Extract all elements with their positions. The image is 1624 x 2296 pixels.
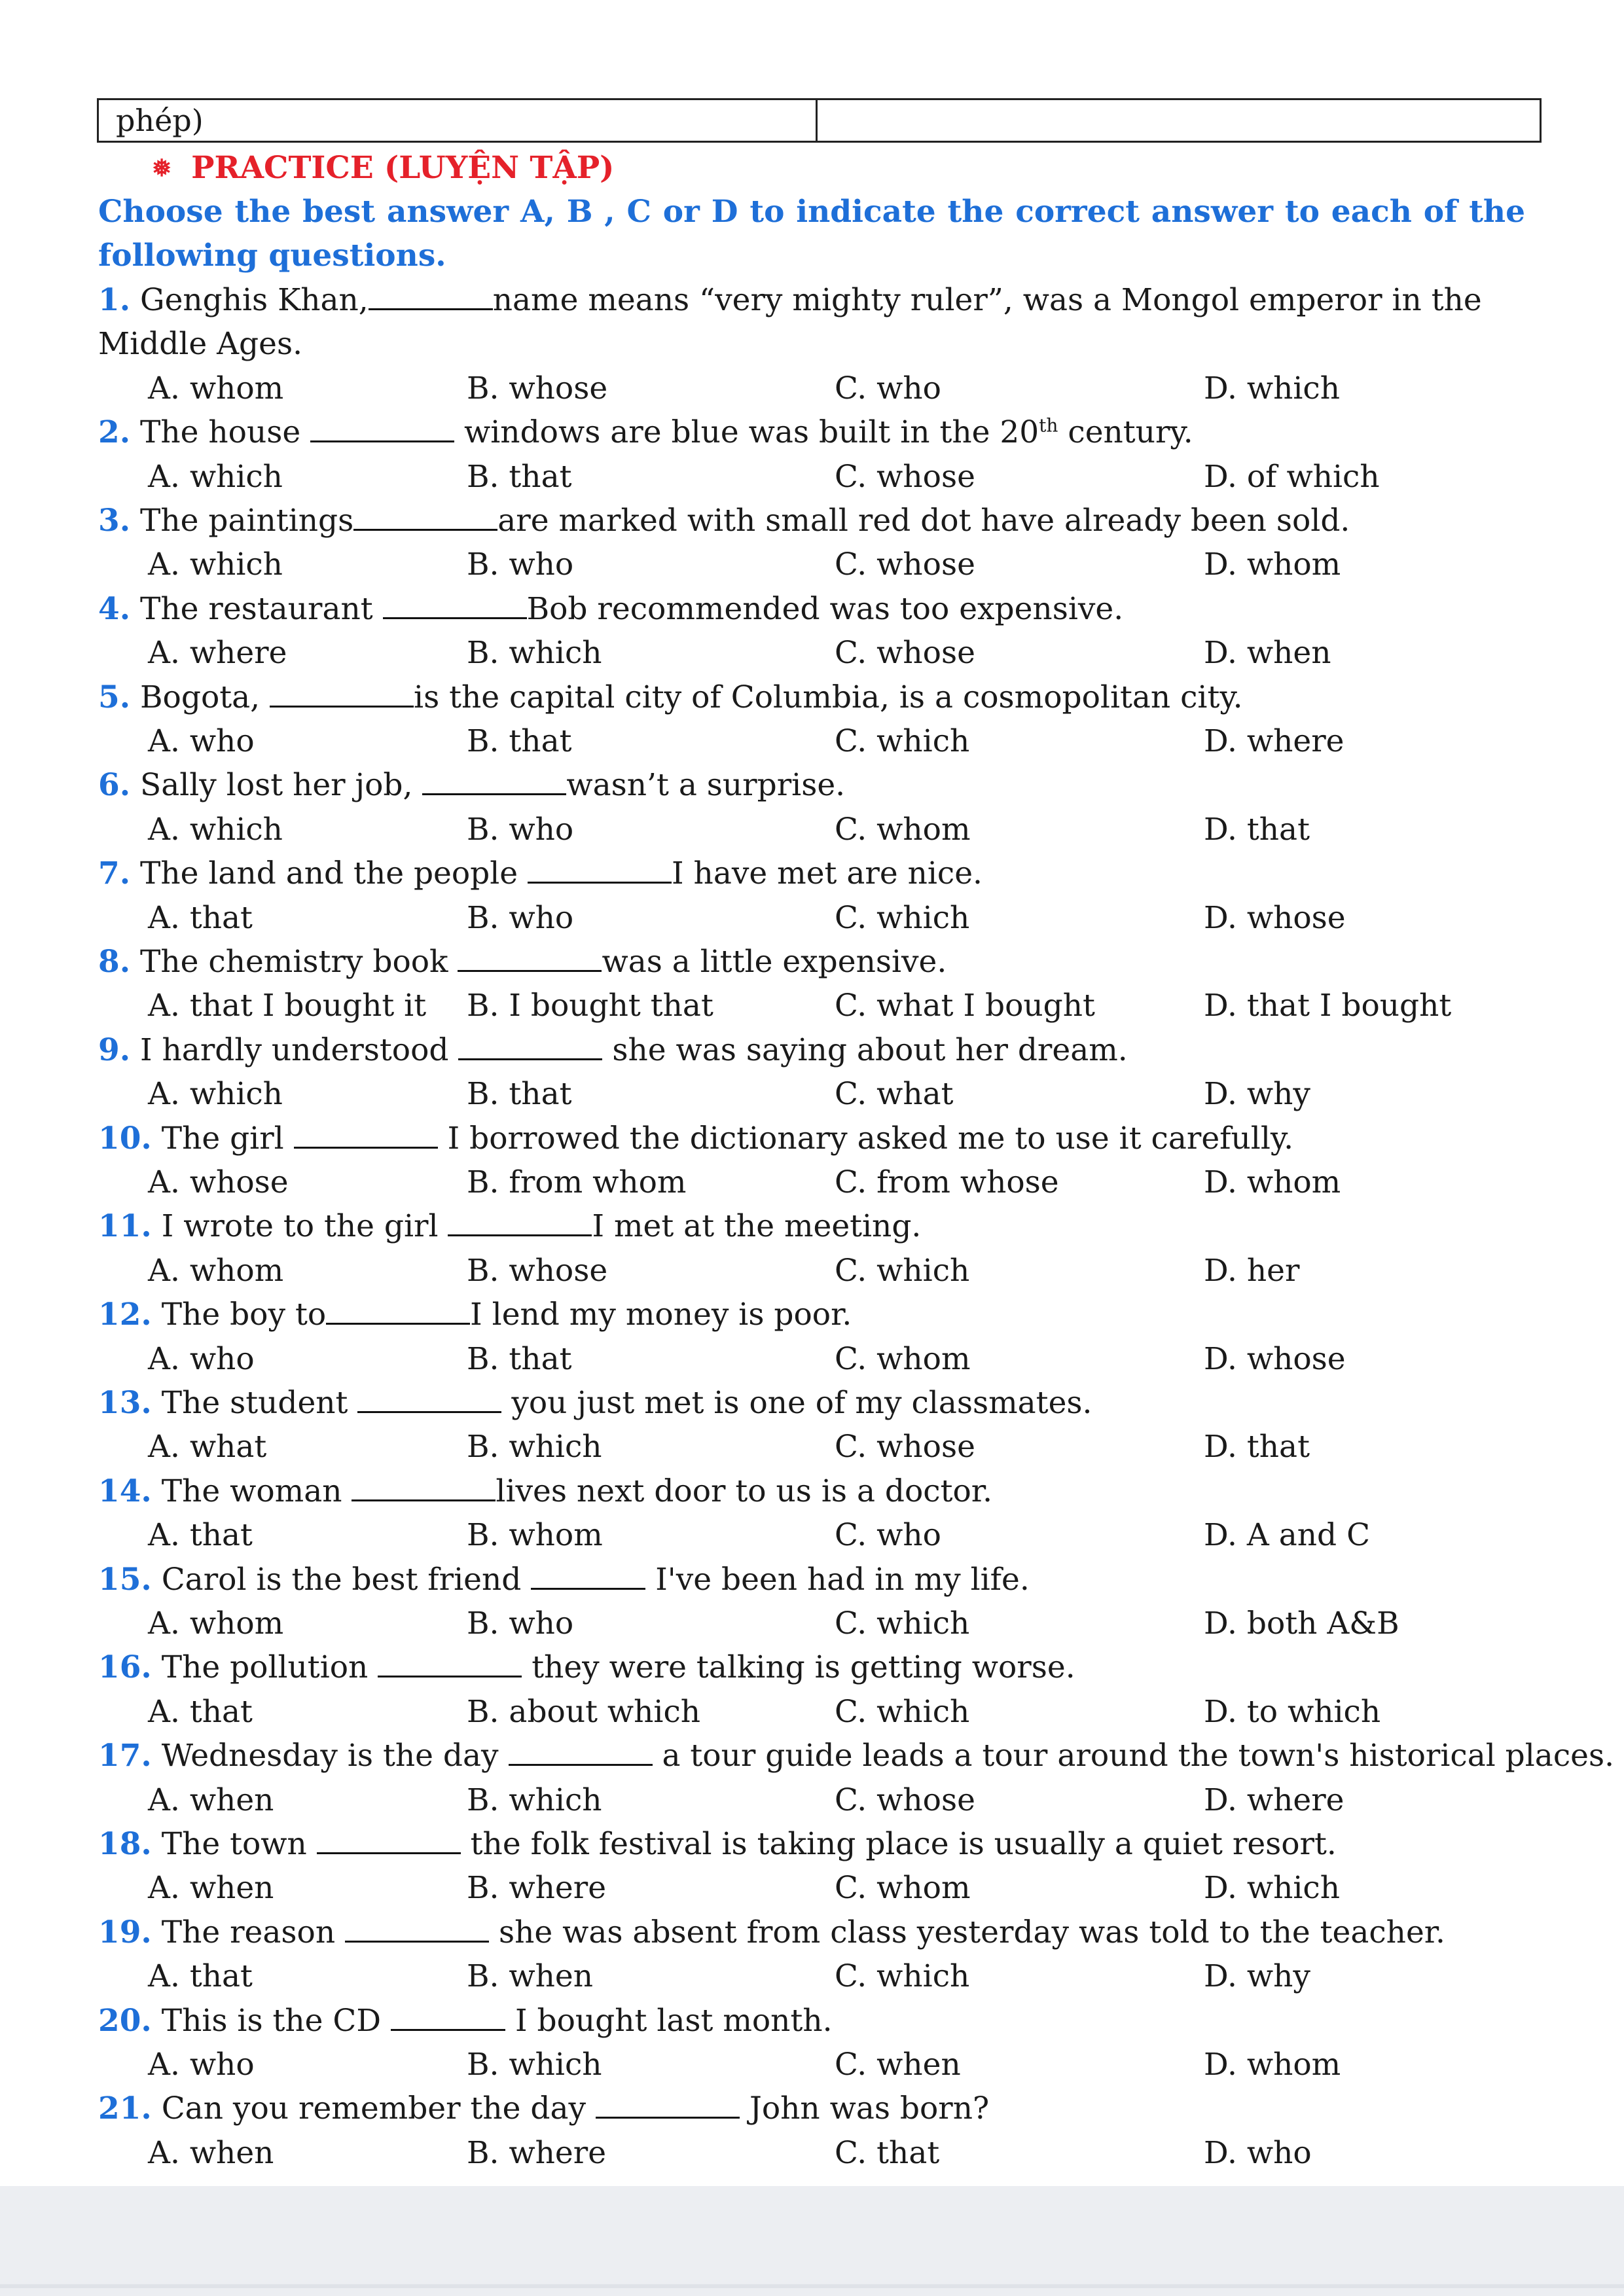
option-c: C. whose <box>835 1429 975 1465</box>
table-cell-left: phép) <box>99 100 818 141</box>
question-number: 18. <box>98 1825 152 1862</box>
answer-blank <box>326 1298 470 1325</box>
option-b: B. whom <box>467 1517 603 1554</box>
question-number: 10. <box>98 1120 152 1157</box>
option-a: A. that <box>148 1517 253 1554</box>
answer-blank <box>448 1210 592 1236</box>
option-d: D. whose <box>1204 899 1346 936</box>
option-c: C. which <box>835 1252 970 1289</box>
superscript: th <box>1039 414 1058 437</box>
answer-blank <box>509 1739 653 1766</box>
options-row <box>98 543 1545 586</box>
options-row <box>98 1513 1545 1557</box>
question-number: 15. <box>98 1561 152 1598</box>
option-a: A. who <box>148 2046 255 2083</box>
option-c: C. from whose <box>835 1164 1059 1200</box>
option-d: D. where <box>1204 723 1344 759</box>
question-number: 11. <box>98 1208 152 1245</box>
answer-blank <box>458 945 602 972</box>
answer-blank <box>345 1916 489 1943</box>
options-row <box>98 984 1545 1028</box>
question-number: 4. <box>98 590 131 627</box>
option-a: A. which <box>148 811 283 848</box>
options-row <box>98 1690 1545 1734</box>
option-d: D. whom <box>1204 2046 1341 2083</box>
answer-blank <box>310 416 454 442</box>
option-b: B. that <box>467 1340 572 1377</box>
practice-heading <box>152 147 614 189</box>
answer-blank <box>528 857 672 884</box>
options-row <box>98 1866 1545 1910</box>
question-number: 19. <box>98 1914 152 1950</box>
option-d: D. that <box>1204 1429 1310 1465</box>
viewer-bottom-line <box>0 2284 1624 2288</box>
option-a: A. that I bought it <box>148 988 427 1024</box>
option-c: C. that <box>835 2134 940 2171</box>
answer-blank <box>458 1033 602 1060</box>
options-row <box>98 1249 1545 1293</box>
option-b: B. who <box>467 547 574 583</box>
viewer-bottom-strip <box>0 2186 1624 2296</box>
question-number: 16. <box>98 1649 152 1686</box>
answer-blank <box>317 1827 461 1854</box>
question-number: 14. <box>98 1473 152 1509</box>
option-d: D. why <box>1204 1958 1310 1995</box>
question-number: 13. <box>98 1384 152 1421</box>
answer-blank <box>378 1651 522 1677</box>
options-row <box>98 367 1545 410</box>
options-row <box>98 1778 1545 1822</box>
question-10: 10. The girl I borrowed the dictionary asked me to use it carefully. <box>98 1120 1294 1157</box>
option-b: B. from whom <box>467 1164 687 1200</box>
option-d: D. why <box>1204 1076 1310 1113</box>
options-row <box>98 1602 1545 1645</box>
option-b: B. where <box>467 2134 607 2171</box>
question-12: 12. The boy to I lend my money is poor. <box>98 1297 852 1333</box>
question-5: 5. Bogota, is the capital city of Columbia, is a cosmopolitan city. <box>98 679 1243 715</box>
option-c: C. whose <box>835 458 975 495</box>
question-11: 11. I wrote to the girl I met at the meeting. <box>98 1208 922 1245</box>
answer-blank <box>369 283 493 310</box>
question-number: 8. <box>98 943 131 980</box>
option-c: C. which <box>835 899 970 936</box>
option-a: A. that <box>148 899 253 936</box>
options-row <box>98 719 1545 763</box>
options-row <box>98 896 1545 940</box>
option-c: C. which <box>835 723 970 759</box>
options-row <box>98 1072 1545 1116</box>
answer-blank <box>531 1563 645 1590</box>
question-15: 15. Carol is the best friend I've been had in my life. <box>98 1561 1030 1598</box>
options-row <box>98 1954 1545 1998</box>
question-17: 17. Wednesday is the day a tour guide leads a tour around the town's historical places. <box>98 1738 1615 1774</box>
option-a: A. where <box>148 635 287 672</box>
option-b: B. which <box>467 1782 602 1818</box>
option-c: C. whose <box>835 1782 975 1818</box>
question-number: 17. <box>98 1738 152 1774</box>
option-a: A. whom <box>148 370 284 406</box>
options-row <box>98 1160 1545 1204</box>
option-d: D. A and C <box>1204 1517 1371 1554</box>
option-d: D. whom <box>1204 547 1341 583</box>
question-1: 1. Genghis Khan, name means “very mighty ruler”, was a Mongol emperor in the Middle Ages. <box>98 282 1482 363</box>
question-number: 9. <box>98 1031 131 1068</box>
option-d: D. which <box>1204 1870 1341 1907</box>
options-row <box>98 808 1545 852</box>
option-c: C. who <box>835 370 941 406</box>
question-6: 6. Sally lost her job, wasn’t a surprise. <box>98 767 846 804</box>
option-d: D. who <box>1204 2134 1312 2171</box>
practice-heading-text: PRACTICE (LUYỆN TẬP) <box>191 150 615 186</box>
option-b: B. which <box>467 1429 602 1465</box>
option-c: C. which <box>835 1605 970 1641</box>
option-b: B. which <box>467 635 602 672</box>
top-table-row <box>97 98 1542 143</box>
option-c: C. when <box>835 2046 961 2083</box>
option-a: A. when <box>148 1782 274 1818</box>
option-a: A. what <box>148 1429 267 1465</box>
answer-blank <box>422 768 566 795</box>
option-d: D. whose <box>1204 1340 1346 1377</box>
option-b: B. whose <box>467 370 608 406</box>
option-c: C. who <box>835 1517 941 1554</box>
option-d: D. that <box>1204 811 1310 848</box>
option-a: A. that <box>148 1958 253 1995</box>
option-a: A. whose <box>148 1164 289 1200</box>
option-d: D. where <box>1204 1782 1344 1818</box>
answer-blank <box>391 2004 505 2031</box>
option-d: D. both A&B <box>1204 1605 1399 1641</box>
option-b: B. which <box>467 2046 602 2083</box>
option-b: B. whose <box>467 1252 608 1289</box>
option-d: D. to which <box>1204 1693 1381 1730</box>
question-number: 1. <box>98 282 131 318</box>
question-8: 8. The chemistry book was a little expensive. <box>98 943 947 980</box>
option-d: D. her <box>1204 1252 1300 1289</box>
option-c: C. which <box>835 1958 970 1995</box>
answer-blank <box>383 592 527 619</box>
question-9: 9. I hardly understood she was saying about her dream. <box>98 1031 1128 1068</box>
option-a: A. that <box>148 1693 253 1730</box>
answer-blank <box>270 681 414 708</box>
option-c: C. whom <box>835 1340 971 1377</box>
question-number: 3. <box>98 503 131 539</box>
question-number: 20. <box>98 2002 152 2039</box>
question-18: 18. The town the folk festival is taking place is usually a quiet resort. <box>98 1825 1337 1862</box>
option-b: B. about which <box>467 1693 701 1730</box>
option-c: C. whose <box>835 635 975 672</box>
options-row <box>98 631 1545 675</box>
answer-blank <box>352 1475 496 1501</box>
options-row <box>98 2131 1545 2175</box>
question-19: 19. The reason she was absent from class yesterday was told to the teacher. <box>98 1914 1446 1950</box>
option-a: A. which <box>148 1076 283 1113</box>
question-2: 2. The house windows are blue was built in the 20th century. <box>98 414 1193 451</box>
options-row <box>98 1337 1545 1381</box>
option-c: C. which <box>835 1693 970 1730</box>
snowflake-bullet-icon: ❅ <box>152 154 172 182</box>
option-d: D. that I bought <box>1204 988 1452 1024</box>
option-d: D. of which <box>1204 458 1380 495</box>
question-number: 12. <box>98 1297 152 1333</box>
question-number: 21. <box>98 2090 152 2127</box>
answer-blank <box>596 2092 740 2119</box>
option-b: B. where <box>467 1870 607 1907</box>
option-c: C. whose <box>835 547 975 583</box>
option-a: A. who <box>148 1340 255 1377</box>
question-20: 20. This is the CD I bought last month. <box>98 2002 833 2039</box>
option-b: B. who <box>467 1605 574 1641</box>
option-a: A. who <box>148 723 255 759</box>
question-3: 3. The paintings are marked with small red dot have already been sold. <box>98 503 1350 539</box>
answer-blank <box>294 1122 438 1149</box>
options-row <box>98 2043 1545 2087</box>
question-number: 2. <box>98 414 131 451</box>
question-list <box>98 278 1615 2175</box>
option-b: B. when <box>467 1958 594 1995</box>
answer-blank <box>357 1386 501 1413</box>
question-7: 7. The land and the people I have met are nice. <box>98 855 983 892</box>
question-14: 14. The woman lives next door to us is a doctor. <box>98 1473 993 1509</box>
option-b: B. that <box>467 723 572 759</box>
question-number: 7. <box>98 855 131 892</box>
option-b: B. who <box>467 811 574 848</box>
option-b: B. who <box>467 899 574 936</box>
option-c: C. what I bought <box>835 988 1095 1024</box>
option-a: A. which <box>148 547 283 583</box>
answer-blank <box>353 504 497 531</box>
question-4: 4. The restaurant Bob recommended was too expensive. <box>98 590 1124 627</box>
option-d: D. whom <box>1204 1164 1341 1200</box>
question-13: 13. The student you just met is one of my classmates. <box>98 1384 1092 1421</box>
instructions: Choose the best answer A, B , C or D to indicate the correct answer to each of the following questions. <box>98 194 1525 274</box>
question-number: 6. <box>98 767 131 804</box>
option-b: B. that <box>467 1076 572 1113</box>
question-21: 21. Can you remember the day John was born? <box>98 2090 990 2127</box>
option-a: A. whom <box>148 1252 284 1289</box>
option-b: B. that <box>467 458 572 495</box>
option-a: A. when <box>148 1870 274 1907</box>
question-number: 5. <box>98 679 131 715</box>
option-c: C. what <box>835 1076 954 1113</box>
option-d: D. which <box>1204 370 1341 406</box>
option-d: D. when <box>1204 635 1331 672</box>
option-b: B. I bought that <box>467 988 713 1024</box>
options-row <box>98 1425 1545 1469</box>
option-c: C. whom <box>835 811 971 848</box>
option-c: C. whom <box>835 1870 971 1907</box>
option-a: A. when <box>148 2134 274 2171</box>
options-row <box>98 455 1545 499</box>
option-a: A. whom <box>148 1605 284 1641</box>
table-cell-right <box>818 100 1540 141</box>
option-a: A. which <box>148 458 283 495</box>
question-16: 16. The pollution they were talking is getting worse. <box>98 1649 1075 1686</box>
